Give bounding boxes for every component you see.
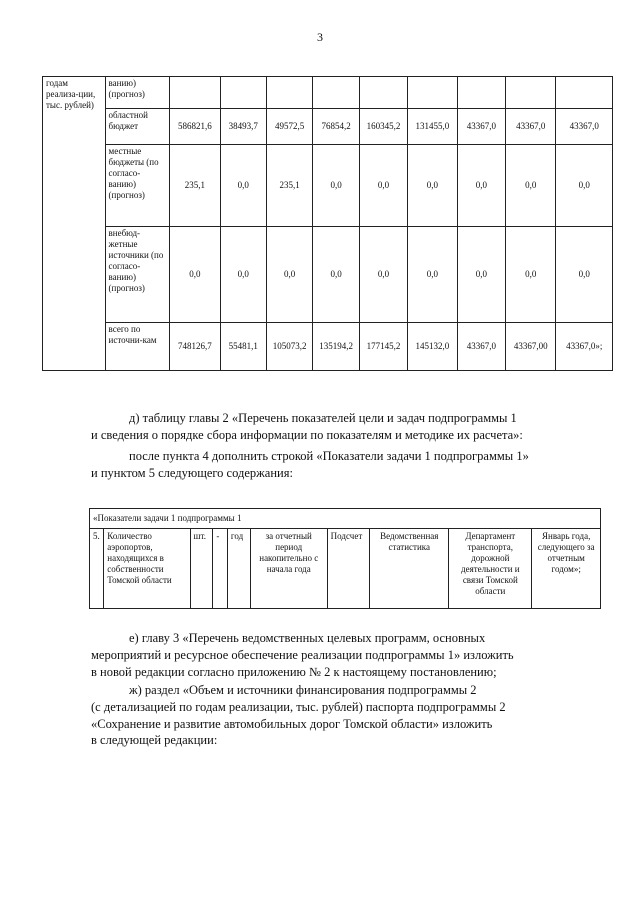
funding-value-cell: 177145,2	[359, 323, 407, 371]
paragraph-p4-line-1: после пункта 4 дополнить строкой «Показатели задачи 1 подпрограммы 1»	[129, 449, 529, 463]
indicator-num: 5.	[90, 529, 104, 609]
funding-source-label: областной бюджет	[105, 109, 170, 145]
funding-value-cell	[266, 77, 312, 109]
funding-value-cell: 0,0	[506, 227, 556, 323]
funding-value-cell: 748126,7	[170, 323, 220, 371]
funding-source-label: местные бюджеты (по согласо-ванию) (прогноз)	[105, 145, 170, 227]
funding-value-cell: 76854,2	[313, 109, 359, 145]
funding-value-cell: 0,0	[457, 227, 505, 323]
funding-row	[43, 323, 613, 371]
funding-row	[43, 109, 613, 145]
funding-table-body	[43, 77, 613, 371]
indicators-table-wrap	[89, 508, 601, 609]
paragraph-e-line-3: в новой редакции согласно приложению № 2 к настоящему постановлению;	[91, 664, 497, 679]
indicator-name: Количество аэропортов, находящихся в собственности Томской области	[104, 529, 190, 609]
funding-value-cell: 0,0	[408, 227, 457, 323]
indicator-responsible: Департамент транспорта, дорожной деятельности и связи Томской области	[449, 529, 532, 609]
paragraph-d-line-1: д) таблицу главы 2 «Перечень показателей цели и задач подпрограммы 1	[129, 411, 517, 425]
funding-value-cell: 0,0	[359, 145, 407, 227]
paragraph-e	[91, 630, 595, 647]
funding-value-cell: 43367,0	[506, 109, 556, 145]
funding-row	[43, 145, 613, 227]
paragraph-p4-line-2: и пунктом 5 следующего содержания:	[91, 466, 293, 480]
funding-source-label: всего по источни-кам	[105, 323, 170, 371]
funding-row-group-label: годам реализа-ции, тыс. рублей)	[43, 77, 106, 371]
indicator-period: год	[227, 529, 250, 609]
funding-value-cell: 43367,0	[457, 323, 505, 371]
paragraph-p4	[91, 448, 595, 465]
funding-value-cell: 105073,2	[266, 323, 312, 371]
indicators-table	[89, 508, 601, 609]
funding-source-label: внебюд-жетные источники (по согласо-ванию) (прогноз)	[105, 227, 170, 323]
paragraph-e-cont	[91, 647, 595, 680]
paragraph-zh-line-1: ж) раздел «Объем и источники финансирования подпрограммы 2	[129, 683, 477, 697]
funding-value-cell: 43367,00	[506, 323, 556, 371]
funding-value-cell	[457, 77, 505, 109]
funding-value-cell: 235,1	[266, 145, 312, 227]
indicator-calc: за отчетный период накопительно с начала года	[250, 529, 327, 609]
funding-value-cell: 0,0	[506, 145, 556, 227]
funding-value-cell: 0,0	[457, 145, 505, 227]
funding-value-cell: 43367,0»;	[556, 323, 613, 371]
funding-value-cell: 0,0	[313, 145, 359, 227]
funding-value-cell: 0,0	[313, 227, 359, 323]
funding-value-cell: 55481,1	[220, 323, 266, 371]
funding-value-cell	[506, 77, 556, 109]
indicator-source: Ведомственная статистика	[370, 529, 449, 609]
funding-value-cell: 43367,0	[556, 109, 613, 145]
paragraph-zh-line-3: «Сохранение и развитие автомобильных дорог Томской области» изложить	[91, 716, 493, 731]
funding-value-cell: 0,0	[556, 227, 613, 323]
funding-source-label: ванию) (прогноз)	[105, 77, 170, 109]
funding-value-cell: 135194,2	[313, 323, 359, 371]
funding-value-cell: 0,0	[359, 227, 407, 323]
indicator-method: Подсчет	[327, 529, 370, 609]
funding-value-cell	[408, 77, 457, 109]
funding-value-cell	[313, 77, 359, 109]
funding-value-cell: 235,1	[170, 145, 220, 227]
funding-value-cell: 0,0	[220, 145, 266, 227]
paragraph-zh	[91, 682, 595, 699]
indicator-deadline: Январь года, следующего за отчетным годом»;	[532, 529, 601, 609]
paragraph-d	[91, 410, 595, 427]
funding-value-cell	[359, 77, 407, 109]
indicators-row-5	[90, 529, 601, 609]
paragraph-d-line-2: и сведения о порядке сбора информации по показателям и методике их расчета»:	[91, 428, 523, 442]
funding-value-cell: 43367,0	[457, 109, 505, 145]
funding-value-cell: 160345,2	[359, 109, 407, 145]
funding-row	[43, 227, 613, 323]
paragraph-zh-cont	[91, 699, 595, 749]
page-number: 3	[317, 30, 323, 44]
funding-value-cell: 131455,0	[408, 109, 457, 145]
funding-value-cell: 145132,0	[408, 323, 457, 371]
funding-value-cell: 0,0	[408, 145, 457, 227]
funding-table	[42, 76, 613, 371]
funding-value-cell: 49572,5	[266, 109, 312, 145]
funding-value-cell	[170, 77, 220, 109]
funding-value-cell: 0,0	[266, 227, 312, 323]
funding-value-cell	[556, 77, 613, 109]
funding-value-cell: 38493,7	[220, 109, 266, 145]
indicators-header-row	[90, 509, 601, 529]
paragraph-e-line-1: е) главу 3 «Перечень ведомственных целевых программ, основных	[129, 631, 486, 645]
funding-row	[43, 77, 613, 109]
funding-value-cell: 586821,6	[170, 109, 220, 145]
paragraph-zh-line-4: в следующей редакции:	[91, 733, 218, 747]
paragraph-zh-line-2: (с детализацией по годам реализации, тыс. рублей) паспорта подпрограммы 2	[91, 700, 506, 714]
indicator-dash: -	[213, 529, 228, 609]
indicators-header: «Показатели задачи 1 подпрограммы 1	[90, 509, 601, 529]
funding-value-cell: 0,0	[220, 227, 266, 323]
funding-value-cell	[220, 77, 266, 109]
funding-value-cell: 0,0	[170, 227, 220, 323]
funding-value-cell: 0,0	[556, 145, 613, 227]
paragraph-p4-cont	[91, 465, 595, 482]
paragraph-e-line-2: мероприятий и ресурсное обеспечение реализации подпрограммы 1» изложить	[91, 648, 514, 662]
paragraph-d-cont	[91, 427, 595, 444]
indicator-unit: шт.	[190, 529, 213, 609]
